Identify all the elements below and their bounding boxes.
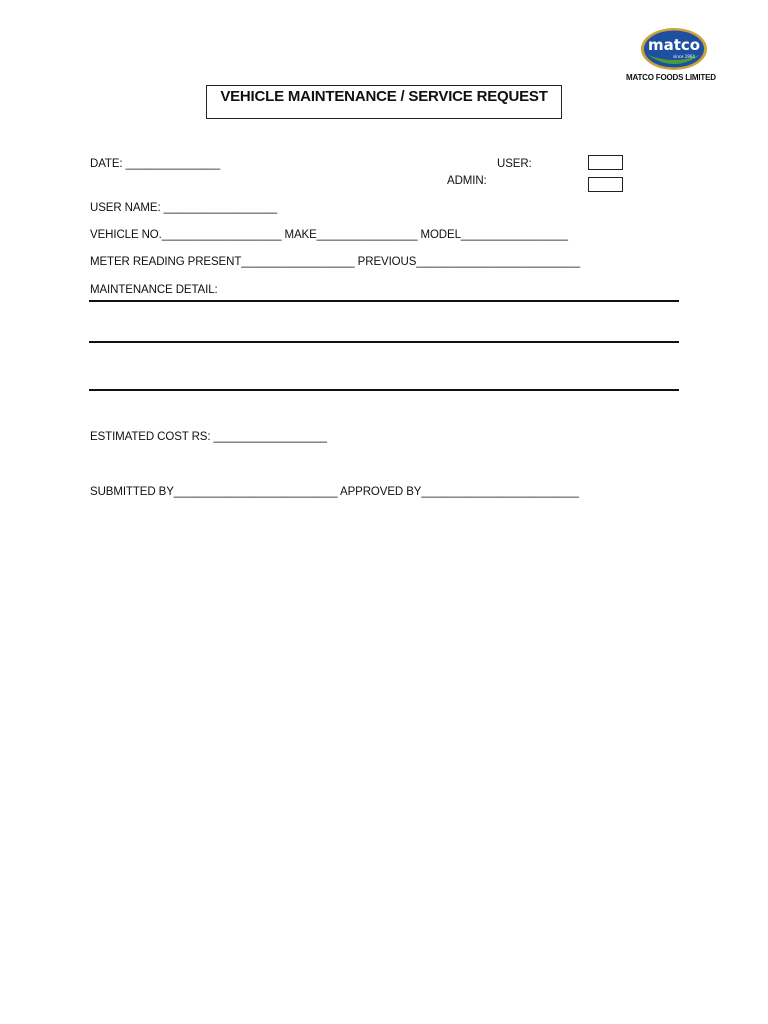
meter-reading-row[interactable]: METER READING PRESENT__________________ PREVIOUS__________________________ [90,256,580,268]
user-checkbox[interactable] [588,155,623,170]
user-name-field[interactable]: USER NAME: __________________ [90,202,277,214]
svg-text:matco: matco [647,36,701,54]
vehicle-details-row[interactable]: VEHICLE NO.___________________ MAKE________________ MODEL_________________ [90,229,568,241]
form-title-box [206,85,562,119]
date-field[interactable]: DATE: _______________ [90,158,221,170]
approved-by-field[interactable]: APPROVED BY_________________________ [340,486,579,498]
user-label: USER: [497,158,532,170]
company-name: MATCO FOODS LIMITED [626,73,716,82]
svg-text:since 1964: since 1964 [673,54,695,59]
maintenance-line-2[interactable] [89,341,679,343]
submitted-by-field[interactable]: SUBMITTED BY__________________________ [90,486,338,498]
estimated-cost-field[interactable]: ESTIMATED COST RS: __________________ [90,431,327,443]
maintenance-line-1[interactable] [89,300,679,302]
maintenance-line-3[interactable] [89,389,679,391]
matco-logo-icon [640,27,708,71]
maintenance-detail-label: MAINTENANCE DETAIL: [90,284,218,296]
admin-checkbox[interactable] [588,177,623,192]
form-title: VEHICLE MAINTENANCE / SERVICE REQUEST [220,88,548,105]
company-logo [640,27,708,71]
admin-label: ADMIN: [447,175,487,187]
